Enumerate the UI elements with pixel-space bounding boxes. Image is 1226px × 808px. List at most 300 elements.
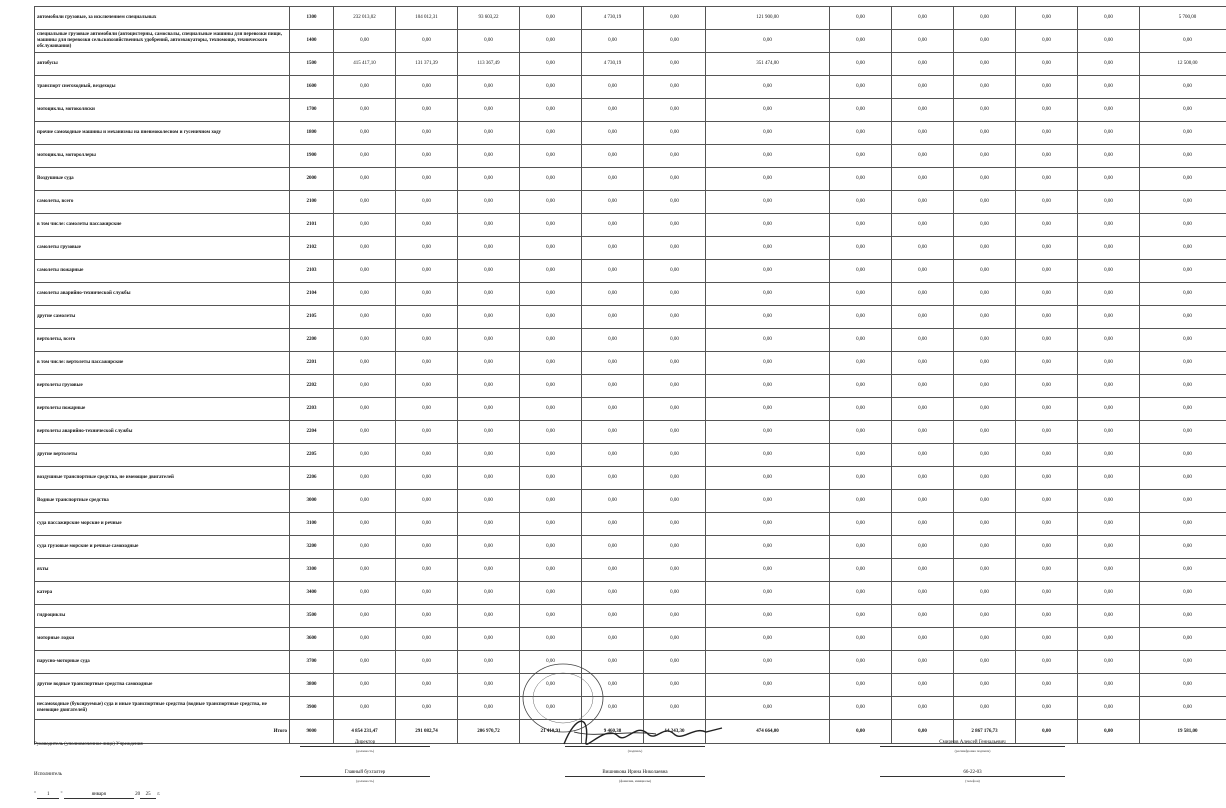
table-row: [35, 306, 1226, 329]
row-value: 0,00: [520, 490, 582, 513]
row-value: 0,00: [1078, 214, 1140, 237]
row-value: 0,00: [1140, 398, 1226, 421]
row-value: 0,00: [334, 674, 396, 697]
row-value: 0,00: [892, 99, 954, 122]
row-value: 0,00: [644, 30, 706, 53]
table-row: [35, 7, 1226, 30]
row-value: 0,00: [830, 260, 892, 283]
row-value: 0,00: [1078, 76, 1140, 99]
row-value: 0,00: [954, 191, 1016, 214]
row-value: 93 603,22: [458, 7, 520, 30]
row-value: 0,00: [706, 697, 830, 720]
total-value: 2 867 176,73: [954, 720, 1016, 744]
row-value: 0,00: [892, 375, 954, 398]
row-value: 0,00: [830, 306, 892, 329]
row-name: другие вертолеты: [35, 444, 290, 467]
row-code: 1800: [290, 122, 334, 145]
row-value: 0,00: [1016, 76, 1078, 99]
row-code: 1500: [290, 53, 334, 76]
row-name: яхты: [35, 559, 290, 582]
row-value: 0,00: [1140, 467, 1226, 490]
row-value: 0,00: [334, 490, 396, 513]
row-value: 12 500,00: [1140, 53, 1226, 76]
row-value: 0,00: [954, 306, 1016, 329]
row-value: 0,00: [396, 352, 458, 375]
row-value: 0,00: [644, 283, 706, 306]
row-value: 0,00: [520, 467, 582, 490]
row-value: 0,00: [1140, 582, 1226, 605]
row-value: 0,00: [520, 191, 582, 214]
table-row: [35, 260, 1226, 283]
row-value: 0,00: [458, 283, 520, 306]
row-value: 0,00: [458, 122, 520, 145]
row-value: 0,00: [1140, 260, 1226, 283]
table-row: [35, 375, 1226, 398]
row-value: 0,00: [706, 260, 830, 283]
row-name: автомобили грузовые, за исключением специальных: [35, 7, 290, 30]
row-value: 0,00: [644, 145, 706, 168]
row-value: 0,00: [954, 697, 1016, 720]
row-value: 0,00: [830, 697, 892, 720]
row-value: 0,00: [1016, 444, 1078, 467]
row-value: 0,00: [830, 99, 892, 122]
row-value: 0,00: [396, 628, 458, 651]
row-value: 0,00: [520, 306, 582, 329]
row-value: 0,00: [830, 582, 892, 605]
row-value: 0,00: [458, 99, 520, 122]
row-value: 0,00: [1016, 536, 1078, 559]
row-value: 0,00: [1140, 283, 1226, 306]
row-name: Воздушные суда: [35, 168, 290, 191]
row-value: 0,00: [520, 559, 582, 582]
row-value: 0,00: [334, 30, 396, 53]
row-value: 0,00: [334, 352, 396, 375]
row-value: 0,00: [1078, 375, 1140, 398]
row-code: 2205: [290, 444, 334, 467]
row-value: 0,00: [582, 375, 644, 398]
row-value: 0,00: [1016, 628, 1078, 651]
position-caption: (должность): [355, 749, 375, 753]
row-value: 0,00: [396, 513, 458, 536]
row-value: 0,00: [396, 168, 458, 191]
row-value: 0,00: [1140, 145, 1226, 168]
row-value: 0,00: [1140, 651, 1226, 674]
row-value: 0,00: [892, 191, 954, 214]
row-value: 0,00: [1078, 283, 1140, 306]
phone-caption: (телефон): [965, 779, 980, 783]
row-value: 0,00: [582, 329, 644, 352]
total-value: 206 970,72: [458, 720, 520, 744]
row-name: специальные грузовые автомобили (автоцистерны, самосвалы, специальные машины для перевозки пищи, машины для перевозки сельскохозяйственных удобрений, автоэвакуаторы, техпомощи, технического обслуживания): [35, 30, 290, 53]
row-value: 0,00: [644, 513, 706, 536]
row-value: 0,00: [892, 306, 954, 329]
row-code: 2103: [290, 260, 334, 283]
row-value: 0,00: [644, 605, 706, 628]
row-value: 0,00: [1016, 559, 1078, 582]
row-value: 0,00: [334, 559, 396, 582]
row-value: 0,00: [1016, 53, 1078, 76]
row-value: 0,00: [520, 122, 582, 145]
row-value: 0,00: [458, 375, 520, 398]
row-value: 0,00: [892, 352, 954, 375]
row-value: 0,00: [892, 168, 954, 191]
row-value: 0,00: [520, 53, 582, 76]
row-value: 0,00: [582, 237, 644, 260]
row-name: вертолеты, всего: [35, 329, 290, 352]
row-value: 0,00: [582, 467, 644, 490]
row-value: 0,00: [892, 490, 954, 513]
row-value: 0,00: [1140, 352, 1226, 375]
row-name: в том числе: вертолеты пассажирские: [35, 352, 290, 375]
row-name: другие водные транспортные средства самоходные: [35, 674, 290, 697]
row-value: 0,00: [892, 122, 954, 145]
row-value: 0,00: [1078, 490, 1140, 513]
row-value: 0,00: [458, 444, 520, 467]
row-value: 0,00: [954, 605, 1016, 628]
row-value: 0,00: [892, 605, 954, 628]
row-value: 4 730,19: [582, 53, 644, 76]
row-value: 4 730,19: [582, 7, 644, 30]
date-line: " 1 " января 20 25 г.: [34, 792, 161, 797]
row-value: 0,00: [706, 122, 830, 145]
row-value: 0,00: [1078, 697, 1140, 720]
row-value: 0,00: [644, 122, 706, 145]
row-code: 3000: [290, 490, 334, 513]
row-value: 0,00: [458, 628, 520, 651]
row-value: 0,00: [644, 444, 706, 467]
row-value: 0,00: [892, 76, 954, 99]
name-caption: (расшифровка подписи): [954, 749, 991, 753]
row-name: самолеты пожарные: [35, 260, 290, 283]
row-value: 0,00: [954, 30, 1016, 53]
row-value: 0,00: [582, 168, 644, 191]
row-value: 0,00: [396, 490, 458, 513]
row-value: 0,00: [396, 375, 458, 398]
row-value: 0,00: [644, 7, 706, 30]
row-value: 0,00: [892, 329, 954, 352]
row-value: 0,00: [892, 674, 954, 697]
row-value: 0,00: [1140, 375, 1226, 398]
row-value: 0,00: [644, 697, 706, 720]
row-value: 0,00: [1140, 421, 1226, 444]
row-value: 0,00: [644, 582, 706, 605]
row-value: 0,00: [830, 329, 892, 352]
row-value: 0,00: [1140, 30, 1226, 53]
row-value: 0,00: [520, 513, 582, 536]
table-row: [35, 536, 1226, 559]
row-value: 0,00: [1140, 490, 1226, 513]
row-value: 0,00: [334, 260, 396, 283]
row-value: 0,00: [582, 283, 644, 306]
row-value: 0,00: [830, 7, 892, 30]
row-value: 0,00: [396, 467, 458, 490]
row-value: 415 417,10: [334, 53, 396, 76]
row-value: 0,00: [644, 375, 706, 398]
row-value: 0,00: [1078, 674, 1140, 697]
row-value: 0,00: [458, 513, 520, 536]
row-value: 0,00: [1078, 651, 1140, 674]
row-value: 0,00: [582, 352, 644, 375]
row-value: 0,00: [458, 260, 520, 283]
row-value: 0,00: [644, 306, 706, 329]
total-value: 0,00: [1078, 720, 1140, 744]
row-value: 0,00: [1016, 214, 1078, 237]
row-value: 0,00: [954, 122, 1016, 145]
row-code: 1700: [290, 99, 334, 122]
row-code: 2200: [290, 329, 334, 352]
row-value: 0,00: [1140, 99, 1226, 122]
row-value: 0,00: [1016, 697, 1078, 720]
row-value: 351 474,00: [706, 53, 830, 76]
row-value: 0,00: [830, 605, 892, 628]
row-value: 0,00: [396, 421, 458, 444]
row-value: 0,00: [396, 329, 458, 352]
row-value: 0,00: [334, 76, 396, 99]
row-value: 0,00: [706, 536, 830, 559]
report-sheet: [34, 6, 1215, 734]
row-name: транспорт снегоходный, вездеходы: [35, 76, 290, 99]
row-value: 0,00: [644, 99, 706, 122]
row-value: 0,00: [1016, 30, 1078, 53]
row-value: 0,00: [892, 214, 954, 237]
row-value: 0,00: [396, 30, 458, 53]
table-row: [35, 214, 1226, 237]
row-name: мотоциклы, мотороллеры: [35, 145, 290, 168]
row-value: 0,00: [1016, 122, 1078, 145]
row-value: 0,00: [1140, 559, 1226, 582]
row-value: 0,00: [1078, 260, 1140, 283]
row-code: 3100: [290, 513, 334, 536]
table-row: [35, 168, 1226, 191]
row-value: 0,00: [1140, 674, 1226, 697]
row-value: 0,00: [954, 352, 1016, 375]
row-value: 0,00: [520, 283, 582, 306]
row-value: 0,00: [644, 559, 706, 582]
row-value: 0,00: [706, 329, 830, 352]
row-code: 2101: [290, 214, 334, 237]
table-row: [35, 122, 1226, 145]
row-value: 0,00: [954, 168, 1016, 191]
row-name: суда грузовые морские и речные самоходные: [35, 536, 290, 559]
table-row: [35, 421, 1226, 444]
row-value: 0,00: [334, 329, 396, 352]
row-value: 0,00: [334, 444, 396, 467]
row-value: 0,00: [334, 697, 396, 720]
row-value: 0,00: [706, 99, 830, 122]
row-value: 0,00: [892, 444, 954, 467]
row-value: 0,00: [334, 375, 396, 398]
total-code: 9000: [290, 720, 334, 744]
row-value: 0,00: [582, 99, 644, 122]
table-row: [35, 398, 1226, 421]
row-name: суда пассажирские морские и речные: [35, 513, 290, 536]
row-value: 0,00: [830, 536, 892, 559]
row-value: 0,00: [1140, 76, 1226, 99]
row-value: 0,00: [520, 260, 582, 283]
row-value: 0,00: [644, 53, 706, 76]
row-value: 0,00: [458, 306, 520, 329]
row-value: 0,00: [892, 30, 954, 53]
row-value: 0,00: [396, 398, 458, 421]
row-value: 0,00: [1078, 628, 1140, 651]
row-value: 0,00: [1140, 513, 1226, 536]
row-name: в том числе: самолеты пассажирские: [35, 214, 290, 237]
row-value: 0,00: [830, 352, 892, 375]
row-value: 0,00: [644, 467, 706, 490]
row-code: 3900: [290, 697, 334, 720]
row-value: 0,00: [706, 490, 830, 513]
executor-position-caption: (должность): [355, 779, 375, 783]
row-code: 2102: [290, 237, 334, 260]
row-value: 0,00: [706, 168, 830, 191]
row-value: 0,00: [396, 306, 458, 329]
row-value: 0,00: [1078, 7, 1140, 30]
row-value: 0,00: [520, 237, 582, 260]
row-value: 0,00: [830, 283, 892, 306]
row-value: 0,00: [892, 582, 954, 605]
row-value: 0,00: [396, 536, 458, 559]
row-value: 0,00: [520, 214, 582, 237]
row-value: 0,00: [334, 628, 396, 651]
row-value: 0,00: [954, 651, 1016, 674]
total-value: 0,00: [830, 720, 892, 744]
row-value: 0,00: [954, 536, 1016, 559]
row-value: 0,00: [1078, 168, 1140, 191]
row-value: 0,00: [830, 467, 892, 490]
row-value: 0,00: [458, 421, 520, 444]
row-value: 0,00: [1078, 191, 1140, 214]
row-value: 0,00: [644, 674, 706, 697]
executor-label: Исполнитель: [34, 772, 62, 777]
row-code: 1300: [290, 7, 334, 30]
row-value: 0,00: [334, 421, 396, 444]
row-value: 0,00: [706, 651, 830, 674]
table-row: [35, 99, 1226, 122]
row-value: 0,00: [582, 30, 644, 53]
table-row: [35, 145, 1226, 168]
row-value: 0,00: [830, 191, 892, 214]
row-value: 0,00: [706, 352, 830, 375]
table-row: [35, 513, 1226, 536]
table-row: [35, 30, 1226, 53]
row-value: 0,00: [954, 76, 1016, 99]
row-code: 3800: [290, 674, 334, 697]
row-value: 0,00: [396, 122, 458, 145]
table-row: [35, 283, 1226, 306]
table-row: [35, 628, 1226, 651]
row-value: 0,00: [892, 697, 954, 720]
row-value: 0,00: [582, 628, 644, 651]
row-value: 0,00: [830, 30, 892, 53]
row-name: парусно-моторные суда: [35, 651, 290, 674]
row-value: 0,00: [954, 490, 1016, 513]
row-value: 0,00: [892, 536, 954, 559]
head-label: Руководитель (уполномоченное лицо) Учреждения: [34, 742, 143, 747]
row-value: 0,00: [520, 30, 582, 53]
row-value: 0,00: [892, 559, 954, 582]
row-value: 0,00: [1078, 536, 1140, 559]
row-value: 0,00: [520, 329, 582, 352]
date-suffix: г.: [157, 792, 161, 797]
row-value: 0,00: [892, 651, 954, 674]
row-value: 0,00: [458, 398, 520, 421]
row-value: 0,00: [582, 674, 644, 697]
row-value: 0,00: [396, 237, 458, 260]
row-value: 0,00: [334, 306, 396, 329]
row-value: 0,00: [830, 237, 892, 260]
row-value: 0,00: [396, 697, 458, 720]
report-table: [34, 6, 1226, 744]
row-value: 0,00: [1078, 122, 1140, 145]
row-value: 0,00: [582, 490, 644, 513]
total-value: 474 664,00: [706, 720, 830, 744]
table-row: [35, 582, 1226, 605]
row-value: 0,00: [1140, 536, 1226, 559]
total-value: 19 581,00: [1140, 720, 1226, 744]
row-value: 0,00: [954, 145, 1016, 168]
row-value: 0,00: [954, 513, 1016, 536]
row-value: 0,00: [1140, 168, 1226, 191]
row-value: 0,00: [706, 444, 830, 467]
row-value: 0,00: [396, 191, 458, 214]
row-value: 0,00: [334, 99, 396, 122]
row-value: 0,00: [644, 214, 706, 237]
row-value: 0,00: [396, 76, 458, 99]
row-code: 2000: [290, 168, 334, 191]
row-value: 0,00: [1016, 398, 1078, 421]
total-value: 0,00: [1016, 720, 1078, 744]
row-value: 0,00: [582, 536, 644, 559]
row-value: 0,00: [706, 237, 830, 260]
row-value: 0,00: [520, 628, 582, 651]
row-name: мотоциклы, мотоколяски: [35, 99, 290, 122]
row-code: 3700: [290, 651, 334, 674]
row-value: 0,00: [954, 237, 1016, 260]
row-value: 0,00: [830, 76, 892, 99]
row-value: 0,00: [458, 145, 520, 168]
row-value: 0,00: [1016, 651, 1078, 674]
row-value: 0,00: [830, 628, 892, 651]
date-year-prefix: 20: [135, 792, 141, 797]
row-value: 0,00: [1016, 352, 1078, 375]
row-value: 0,00: [706, 513, 830, 536]
row-value: 0,00: [396, 145, 458, 168]
row-value: 0,00: [1078, 145, 1140, 168]
row-value: 0,00: [1016, 513, 1078, 536]
total-value: 0,00: [892, 720, 954, 744]
row-value: 0,00: [1078, 329, 1140, 352]
row-name: гидроциклы: [35, 605, 290, 628]
row-value: 0,00: [458, 697, 520, 720]
row-value: 0,00: [1078, 306, 1140, 329]
row-value: 0,00: [1078, 444, 1140, 467]
row-value: 0,00: [1140, 237, 1226, 260]
row-value: 0,00: [334, 536, 396, 559]
row-value: 0,00: [1016, 7, 1078, 30]
row-value: 0,00: [830, 122, 892, 145]
row-value: 0,00: [830, 375, 892, 398]
table-row: [35, 53, 1226, 76]
row-value: 0,00: [644, 76, 706, 99]
row-value: 0,00: [396, 651, 458, 674]
row-value: 0,00: [954, 444, 1016, 467]
row-value: 0,00: [1140, 605, 1226, 628]
row-value: 0,00: [892, 628, 954, 651]
row-value: 0,00: [1016, 237, 1078, 260]
row-value: 0,00: [458, 467, 520, 490]
total-label: Итого: [35, 720, 290, 744]
head-name: Смирнов Алексей Геннадьевич: [880, 740, 1065, 747]
